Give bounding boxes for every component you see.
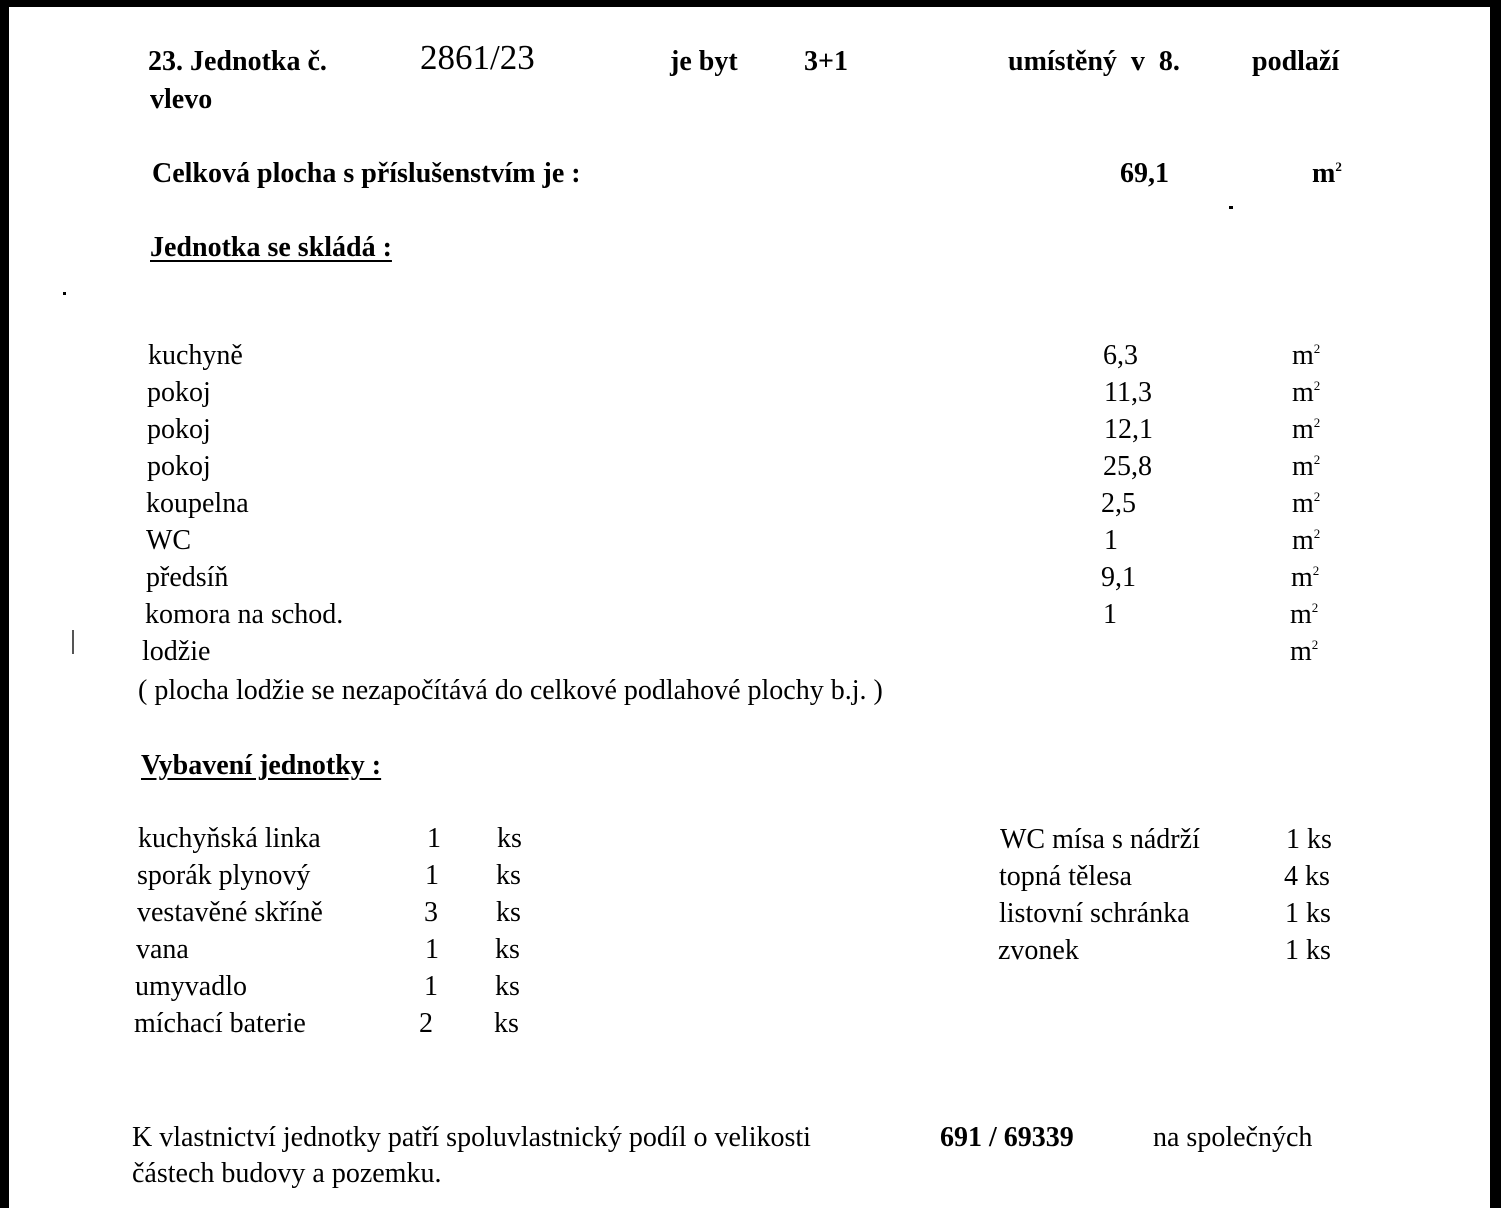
room-area: 11,3 (1104, 377, 1152, 408)
unit-label: 23. Jednotka č. (148, 46, 327, 77)
equipment-item-name: vestavěné skříně (137, 897, 323, 928)
room-name: předsíň (146, 562, 229, 593)
equipment-item-unit: ks (495, 934, 520, 965)
room-unit: $m^2$ (1292, 525, 1321, 556)
room-unit: $m^2$ (1292, 488, 1321, 519)
room-name: komora na schod. (145, 599, 344, 630)
room-unit: $m^2$ (1291, 562, 1320, 593)
ownership-share: 691 / 69339 (940, 1122, 1074, 1153)
total-area-unit: $m^2$ (1312, 158, 1342, 189)
room-name: lodžie (142, 636, 211, 667)
scan-border-top (0, 0, 1501, 7)
equipment-item-unit: ks (497, 823, 522, 854)
room-name: kuchyně (148, 340, 243, 371)
room-unit: $m^2$ (1292, 414, 1321, 445)
loggia-note: ( plocha lodžie se nezapočítává do celkové podlahové plochy b.j. ) (138, 675, 883, 706)
equipment-item-qty: 1 (427, 823, 441, 854)
equipment-item-qty: 1 (425, 934, 439, 965)
scan-speck (63, 292, 66, 295)
room-unit: $m^2$ (1292, 340, 1321, 371)
ownership-text-after: na společných (1153, 1122, 1313, 1153)
equipment-item-qty: 1 ks (1285, 898, 1331, 929)
equipment-item-qty: 4 ks (1284, 861, 1330, 892)
unit-layout: 3+1 (804, 46, 848, 77)
total-area-value: 69,1 (1120, 158, 1169, 189)
equipment-item-qty: 1 ks (1285, 935, 1331, 966)
unit-side: vlevo (150, 84, 213, 115)
room-area: 12,1 (1104, 414, 1153, 445)
scan-speck (1229, 206, 1233, 209)
unit-floor-label: podlaží (1252, 46, 1340, 77)
equipment-item-qty: 3 (424, 897, 438, 928)
unit-number: 2861/23 (420, 38, 535, 77)
room-name: koupelna (146, 488, 249, 519)
room-area: 1 (1103, 599, 1117, 630)
room-unit: $m^2$ (1290, 636, 1319, 667)
equipment-item-name: kuchyňská linka (138, 823, 321, 854)
equipment-item-unit: ks (495, 971, 520, 1002)
room-area: 6,3 (1103, 340, 1138, 371)
room-name: pokoj (147, 377, 211, 408)
equipment-item-name: sporák plynový (137, 860, 311, 891)
room-name: WC (146, 525, 192, 556)
equipment-item-name: zvonek (998, 935, 1079, 966)
room-area: 25,8 (1103, 451, 1152, 482)
room-name: pokoj (147, 414, 211, 445)
equipment-item-unit: ks (494, 1008, 519, 1039)
equipment-item-name: topná tělesa (999, 861, 1132, 892)
equipment-item-qty: 1 (424, 971, 438, 1002)
composition-heading: Jednotka se skládá : (150, 232, 392, 263)
room-area: 9,1 (1101, 562, 1136, 593)
scan-border-left (0, 0, 9, 1208)
equipment-item-unit: ks (496, 860, 521, 891)
room-area: 1 (1104, 525, 1118, 556)
scan-border-right (1490, 0, 1501, 1208)
room-area: 2,5 (1101, 488, 1136, 519)
total-area-label: Celková plocha s příslušenstvím je : (152, 158, 581, 189)
room-unit: $m^2$ (1290, 599, 1319, 630)
equipment-item-name: vana (136, 934, 189, 965)
ownership-text-before: K vlastnictví jednotky patří spoluvlastnický podíl o velikosti (132, 1122, 811, 1153)
equipment-item-qty: 1 (425, 860, 439, 891)
unit-type-label: je byt (670, 46, 738, 77)
equipment-item-name: WC mísa s nádrží (1000, 824, 1200, 855)
equipment-item-qty: 2 (419, 1008, 433, 1039)
scan-speck (72, 630, 74, 654)
equipment-item-name: umyvadlo (135, 971, 247, 1002)
equipment-item-name: listovní schránka (999, 898, 1190, 929)
room-name: pokoj (147, 451, 211, 482)
equipment-item-qty: 1 ks (1286, 824, 1332, 855)
unit-location-label: umístěný v 8. (1008, 46, 1180, 77)
equipment-heading: Vybavení jednotky : (141, 750, 382, 781)
equipment-item-unit: ks (496, 897, 521, 928)
ownership-line2: částech budovy a pozemku. (132, 1158, 442, 1189)
equipment-item-name: míchací baterie (134, 1008, 306, 1039)
room-unit: $m^2$ (1292, 451, 1321, 482)
room-unit: $m^2$ (1292, 377, 1321, 408)
